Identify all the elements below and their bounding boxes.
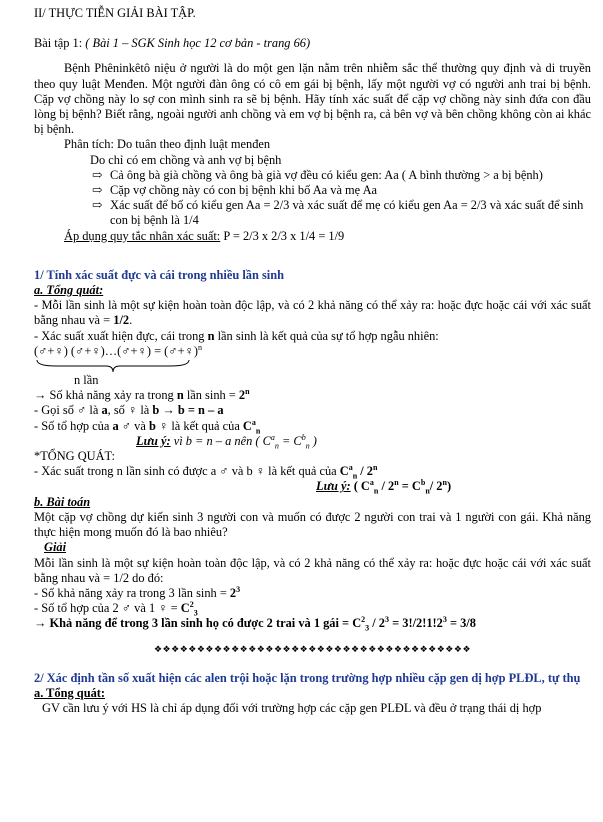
n-times-label: n lần (74, 373, 99, 388)
arrow-icon: ⇨ (92, 198, 103, 213)
problem-text: Một cặp vợ chồng dự kiến sinh 3 người con và muốn có được 2 người con trai và 1 người con gái. Khả năng thực hiện mong muốn đó là bao nhiêu? (34, 509, 591, 540)
part2-title: 2/ Xác định tần số xuất hiện các alen trội hoặc lặn trong trường hợp nhiều cặp gen dị hợp PLĐL, tự thụ (34, 670, 581, 685)
arrow-item: ⇨ Cả ông bà già chồng và ông bà già vợ đều có kiểu gen: Aa ( A bình thường > a bị bệnh) (92, 167, 543, 182)
part1-line6: - Xác suất trong n lần sinh có được a ♂ và b ♀ là kết quả của $C^a_n / 2^n$ (34, 463, 378, 481)
part1-title: 1/ Tính xác suất đực và cái trong nhiều lần sinh (34, 267, 285, 282)
problem-label: b. Bài toán (34, 494, 91, 509)
exercise-title: Bài tập 1: ( Bài 1 – SGK Sinh học 12 cơ bản - trang 66) (34, 36, 311, 51)
part1-line1: - Mỗi lần sinh là một sự kiện hoàn toàn độc lập, và có 2 khả năng có thể xảy ra: hoặc đực hoặc cái với xác suất bằng nhau và = 1/2. (34, 298, 591, 328)
arrow-icon: ⇨ (92, 183, 103, 198)
solution-line1: Mỗi lần sinh là một sự kiện hoàn toàn độc lập, và có 2 khả năng có thể xảy ra: hoặc đực hoặc cái với xác suất bằng nhau và = 1/2 do đó: (34, 555, 591, 585)
part1-line5: - Số tổ hợp của a ♂ và b ♀ là kết quả của $C^a_n$ (34, 417, 261, 436)
solution-label: Giải (44, 540, 67, 555)
part1-general-label: a. Tổng quát: (34, 283, 104, 298)
part1-line4: - Gọi số ♂ là a, số ♀ là b → b = n – a (34, 403, 224, 418)
brace-icon (36, 359, 190, 373)
general-label-2: *TỔNG QUÁT: (34, 449, 115, 464)
exercise-problem: Bệnh Phêninkêtô niệu ở người là do một gen lặn nằm trên nhiễm sắc thể thường quy định và di truyền theo quy luật Menđen. Một người đàn ông có cô em gái bị bệnh, lấy một người vợ có người anh trai bị bệnh. Cặp vợ chồng này lo sợ con mình sinh ra sẽ bị bệnh. Hãy tính xác suất để cặp vợ chồng này sinh đứa con đầu lòng bị bệnh? Biết rằng, ngoài người anh chồng và em vợ bị bệnh ra, cả bên vợ và bên chồng không còn ai khác bị bệnh. (34, 61, 591, 137)
part1-line2: - Xác suất xuất hiện đực, cái trong n lần sinh là kết quả của sự tổ hợp ngẫu nhiên: (34, 328, 439, 343)
apply-rule: Áp dụng quy tắc nhân xác suất: P = 2/3 x 2/3 x 1/4 = 1/9 (64, 228, 345, 243)
solution-line2: - Số khả năng xảy ra trong 3 lần $\sinh = 2^3$ (34, 584, 241, 600)
sex-formula: (♂+♀) (♂+♀)…(♂+♀) = (♂+♀)$^n$ (34, 342, 202, 358)
section-heading: II/ THỰC TIỄN GIẢI BÀI TẬP. (34, 6, 196, 20)
part2-general-label: a. Tổng quát: (34, 685, 106, 700)
note-line: Lưu ý: vì b = n – a nên ( $C^a_n = C^b_n$ ) (136, 432, 317, 451)
arrow-item: ⇨ Cặp vợ chồng này có con bị bệnh khi bố Aa và mẹ Aa (92, 183, 378, 198)
solution-result: → Khả năng để trong 3 lần sinh họ có được 2 trai và 1 gái = $C^2_3 / 2^3 = 3!/2!1!2^3 = 3/8$ (34, 615, 476, 633)
part2-text: GV cần lưu ý với HS là chỉ áp dụng đối với trường hợp các cặp gen PLĐL và đều ở trạng thái dị hợp (42, 700, 542, 715)
arrow-item: ⇨ Xác suất để bố có kiểu gen Aa = 2/3 và xác suất để mẹ có kiểu gen Aa = 2/3 và xác suất để sinh con bị bệnh là 1/4 (92, 198, 584, 228)
arrow-icon: ⇨ (92, 167, 103, 182)
section-divider: ❖❖❖❖❖❖❖❖❖❖❖❖❖❖❖❖❖❖❖❖❖❖❖❖❖❖❖❖❖❖❖❖❖❖❖❖❖ (153, 643, 472, 654)
solution-line3: - Số tổ hợp của 2 ♂ và 1 ♀ = $C^2_3$ (34, 599, 198, 618)
part1-line3: → Số khả năng xảy ra trong n lần $\sinh = 2^n$ (34, 387, 250, 403)
analysis-line: Phân tích: Do tuân theo định luật menđen (64, 137, 271, 152)
analysis-line-2: Do chỉ có em chồng và anh vợ bị bệnh (90, 152, 282, 167)
note-line-2: Lưu ý: ( $C^a_n / 2^n = C^b_n/$ 2$^n$) (316, 478, 452, 496)
